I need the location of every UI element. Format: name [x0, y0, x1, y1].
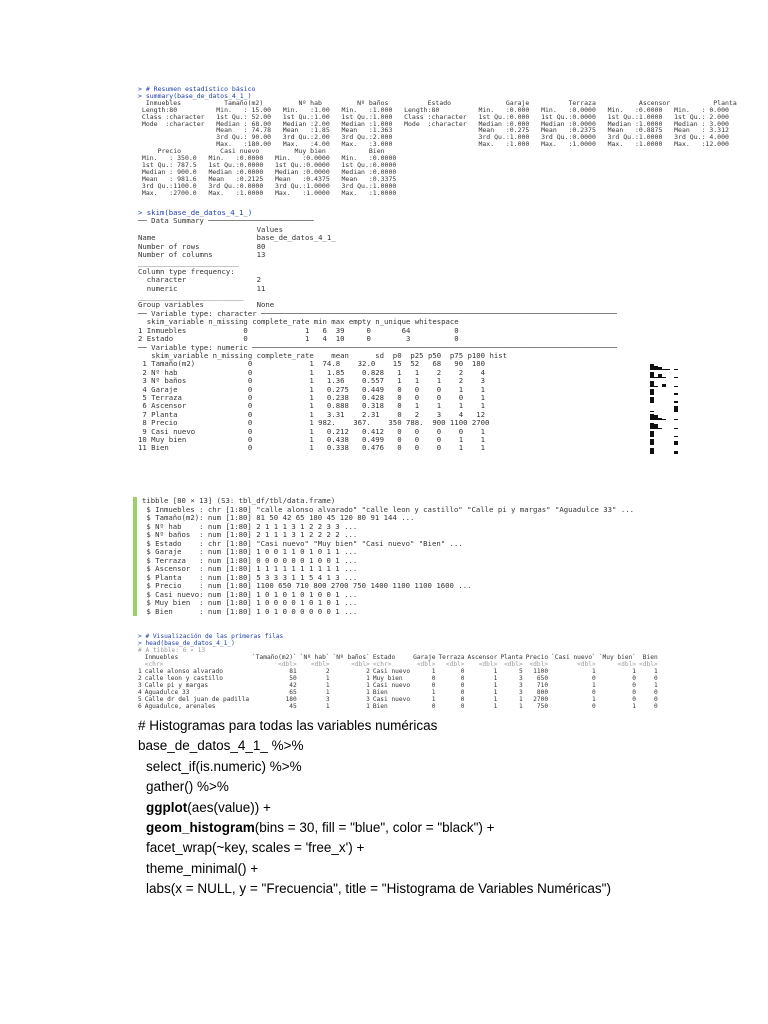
- str-line: $ Nº baños : num [1:80] 2 1 1 1 3 1 2 2 2 2 ...: [142, 530, 358, 539]
- skim-summary-line: Values: [138, 224, 283, 234]
- head-table-cell: Casi nuevo: [372, 696, 411, 703]
- head-table-cell: 0: [431, 682, 436, 689]
- skim-numeric-row-text: 9 Casi nuevo 0 1 0.212 0.412 0 0 0 0 1: [138, 426, 486, 436]
- skim-numeric-row-text: 6 Ascensor 0 1 0.888 0.318 0 1 1 1 1: [138, 401, 486, 411]
- code-line-7: theme_minimal() +: [146, 860, 259, 876]
- str-line: $ Estado : chr [1:80] "Casi nuevo" "Muy bien" "Casi nuevo" "Bien" ...: [142, 538, 463, 548]
- head-table-cell: 3: [366, 696, 370, 703]
- head-table-cell: 2: [325, 668, 330, 675]
- skim-command: > skim(base_de_datos_4_1_): [138, 208, 253, 217]
- head-column-header: Precio: [525, 654, 549, 661]
- head-column-header: Terraza: [438, 654, 465, 661]
- head-table-cell: 4: [138, 689, 142, 696]
- head-table-cell: 750: [536, 703, 549, 710]
- head-table-cell: 1: [138, 668, 142, 675]
- head-body: [138, 668, 661, 710]
- skim-data-summary: [138, 217, 617, 309]
- code-line-5: [138, 818, 611, 838]
- head-table-cell: 1: [592, 682, 596, 689]
- head-table-row: [138, 668, 661, 675]
- head-table-cell: 1: [366, 703, 370, 710]
- spark-histogram: [650, 412, 682, 418]
- head-table-cell: 0: [460, 689, 465, 696]
- spark-histogram: [650, 361, 682, 367]
- spark-bar: [650, 448, 654, 454]
- skim-summary-line: Group variables None: [138, 300, 275, 310]
- head-table-cell: 1: [431, 696, 436, 703]
- head-table-row: [138, 675, 661, 682]
- code-line-4: [138, 798, 611, 818]
- head-table-cell: 1: [366, 689, 370, 696]
- head-table-cell: Aguadulce, arenales: [144, 703, 216, 710]
- head-table-cell: 1: [632, 703, 637, 710]
- head-table-cell: 1: [653, 668, 658, 675]
- summary-output: [138, 86, 737, 197]
- head-column-type: [138, 661, 145, 668]
- head-table-cell: 2: [366, 668, 370, 675]
- head-table-cell: 3: [518, 682, 523, 689]
- head-table-row: [138, 696, 661, 703]
- skim-summary-line: ── Data Summary ────────────────────────: [138, 216, 314, 226]
- head-table-cell: 6: [138, 703, 142, 710]
- head-column-type: <dbl>: [639, 661, 658, 668]
- head-table-cell: Bien: [372, 689, 388, 696]
- head-column-type: <dbl>: [351, 661, 370, 668]
- head-table-cell: Aguadulce 33: [144, 689, 190, 696]
- head-column-header: Planta: [500, 654, 523, 661]
- head-table-cell: 50: [289, 675, 297, 682]
- skim-numeric-row-text: 5 Terraza 0 1 0.238 0.428 0 0 0 0 1: [138, 392, 486, 402]
- head-column-type: <dbl>: [617, 661, 637, 668]
- str-line: $ Inmuebles : chr [1:80] "calle alonso alvarado" "calle leon y castillo" "Calle pi y margas" "Aguadulce 33" ...: [142, 504, 635, 514]
- summary-line: Inmuebles Tamaño(m2) Nº hab Nº baños Estado Garaje Terraza Ascensor Planta: [138, 98, 737, 107]
- head-table-cell: 1: [493, 696, 498, 703]
- spark-bar: [674, 451, 678, 454]
- spark-histogram: [650, 370, 682, 376]
- head-table-cell: calle alonso alvarado: [144, 668, 223, 675]
- summary-line: Median : 900.0 Median :0.0000 Median :0.0000 Median :0.0000: [138, 167, 397, 176]
- str-line: $ Muy bien : num [1:80] 1 0 0 0 0 1 0 1 0 1 ...: [142, 598, 358, 607]
- skim-summary-line: Number of rows 80: [138, 241, 266, 251]
- skim-numeric-row-text: 2 Nº hab 0 1 1.85 0.828 1 1 2 2 4: [138, 367, 486, 377]
- head-table-cell: 0: [460, 703, 465, 710]
- str-line: $ Precio : num [1:80] 1100 650 710 800 2700 750 1400 1100 1100 1600 ...: [142, 581, 472, 590]
- head-column-header: `Nº hab`: [299, 654, 330, 661]
- str-output: [133, 497, 634, 616]
- head-column-type: <dbl>: [504, 661, 523, 668]
- summary-command: > summary(base_de_datos_4_1_): [138, 91, 252, 100]
- str-line: $ Tamaño(m2): num [1:80] 81 50 42 65 180 45 120 80 91 144 ...: [142, 513, 415, 522]
- skim-numeric-row-text: 1 Tamaño(m2) 0 1 74.8 32.0 15 52 68 90 180: [138, 359, 486, 369]
- summary-line: Max. :2700.0 Max. :1.0000 Max. :1.0000 Max. :1.0000: [138, 188, 397, 197]
- head-table-cell: 0: [653, 689, 658, 696]
- head-table-cell: 81: [289, 668, 297, 675]
- skim-numeric-row-text: 3 Nº baños 0 1 1.36 0.557 1 1 1 2 3: [138, 376, 486, 386]
- head-table-cell: Casi nuevo: [372, 682, 411, 689]
- head-table-cell: 1: [592, 696, 596, 703]
- str-line: $ Nº hab : num [1:80] 2 1 1 1 3 1 2 2 3 3 ...: [142, 521, 358, 531]
- head-column-header: `Casi nuevo`: [551, 654, 596, 661]
- head-table-cell: Calle dr del juan de padilla: [144, 696, 250, 703]
- code-geom-args: (bins = 30, fill = "blue", color = "black") +: [254, 820, 495, 836]
- code-line-1: base_de_datos_4_1_ %>%: [138, 738, 304, 754]
- head-table-cell: 0: [431, 703, 436, 710]
- head-table-cell: 65: [289, 689, 297, 696]
- head-column-row: [138, 654, 661, 661]
- head-column-type: <dbl>: [310, 661, 330, 668]
- head-table-cell: 45: [289, 703, 297, 710]
- skim-numeric-table: [138, 360, 617, 452]
- head-table-cell: 1: [493, 668, 498, 675]
- head-table-cell: 2700: [533, 696, 549, 703]
- code-line-8: labs(x = NULL, y = "Frecuencia", title = "Histograma de Variables Numéricas"): [146, 881, 611, 897]
- head-table-cell: 1: [653, 682, 658, 689]
- head-table-cell: 1: [493, 689, 498, 696]
- head-column-header: Garaje: [413, 654, 436, 661]
- head-table-cell: 1: [431, 689, 436, 696]
- head-table-row: [138, 703, 661, 710]
- head-table-cell: 3: [518, 689, 523, 696]
- histogram-code: [138, 716, 611, 900]
- head-table-cell: 800: [536, 689, 549, 696]
- head-table-row: [138, 682, 661, 689]
- skim-numeric-row-text: 11 Bien 0 1 0.338 0.476 0 0 0 1 1: [138, 443, 486, 453]
- head-table-cell: 1: [325, 689, 330, 696]
- skim-character-line: ── Variable type: character ─────────────────────────────────────────────────────────────────────────────────: [138, 308, 617, 318]
- head-column-type: <dbl>: [529, 661, 549, 668]
- str-line: $ Planta : num [1:80] 5 3 3 3 1 1 5 4 1 3 ...: [142, 572, 358, 582]
- code-line-3: gather() %>%: [146, 779, 229, 795]
- summary-line: Mean : 74.78 Mean :1.85 Mean :1.363 Mean :0.275 Mean :0.2375 Mean :0.8875 Mean : 3.312: [138, 126, 729, 135]
- str-line: $ Ascensor : num [1:80] 1 1 1 1 1 1 1 1 1 1 ...: [142, 564, 358, 573]
- skim-numeric-header: [138, 344, 617, 361]
- summary-comment: > # Resumen estadístico básico: [138, 85, 256, 93]
- head-table-cell: 0: [653, 703, 658, 710]
- head-column-header: Bien: [642, 654, 658, 661]
- head-table-cell: 1: [493, 682, 498, 689]
- head-table-cell: 0: [653, 696, 658, 703]
- skim-summary-line: _______________________: [138, 258, 240, 268]
- spark-histogram: [650, 445, 682, 451]
- head-column-type: <dbl>: [416, 661, 436, 668]
- head-table-cell: 1: [325, 703, 330, 710]
- head-column-type: <dbl>: [278, 661, 297, 668]
- head-table-cell: 0: [460, 682, 465, 689]
- tibble-note: # A tibble: 6 × 13: [138, 647, 206, 654]
- skim-summary-line: Column type frequency:: [138, 266, 235, 276]
- head-table-cell: 650: [536, 675, 549, 682]
- head-table-cell: 1: [518, 703, 523, 710]
- skim-summary-line: Number of columns 13: [138, 250, 266, 260]
- head-table-cell: 1: [518, 696, 523, 703]
- head-table-cell: 3: [518, 675, 523, 682]
- summary-line: Mean : 981.6 Mean :0.2125 Mean :0.4375 Mean :0.3375: [138, 174, 397, 183]
- head-table-cell: 0: [653, 675, 658, 682]
- str-line: $ Bien : num [1:80] 1 0 1 0 0 0 0 0 0 1 ...: [142, 606, 358, 616]
- summary-line: Precio Casi nuevo Muy bien Bien: [138, 147, 385, 156]
- head-table-cell: 0: [460, 696, 465, 703]
- head-table-cell: 1: [366, 682, 370, 689]
- str-line: tibble [80 × 13] (S3: tbl_df/tbl/data.frame): [142, 496, 336, 505]
- head-table: [138, 654, 661, 710]
- head-table-cell: 0: [460, 668, 465, 675]
- head-table-cell: 5: [138, 696, 142, 703]
- skim-numeric-header-line: ── Variable type: numeric ───────────────────────────────────────────────────────────────────────────────────: [138, 342, 617, 352]
- summary-table: [138, 100, 737, 197]
- head-table-cell: Bien: [372, 703, 388, 710]
- summary-line: 1st Qu.: 787.5 1st Qu.:0.0000 1st Qu.:0.0000 1st Qu.:0.0000: [138, 160, 397, 169]
- head-table-cell: 1: [325, 682, 330, 689]
- skim-summary-line: numeric 11: [138, 283, 266, 293]
- summary-line: Min. : 350.0 Min. :0.0000 Min. :0.0000 Min. :0.0000: [138, 154, 397, 163]
- head-table-cell: 1100: [533, 668, 549, 675]
- head-table-cell: 1: [325, 675, 330, 682]
- head-column-header: Ascensor: [467, 654, 498, 661]
- head-column-type: <chr>: [372, 661, 392, 668]
- head-column-header: Estado: [372, 654, 396, 661]
- head-table-cell: 0: [632, 696, 637, 703]
- head-table-cell: 0: [632, 682, 637, 689]
- head-table-cell: 710: [536, 682, 549, 689]
- head-table-cell: 1: [431, 668, 436, 675]
- summary-line: 3rd Qu.:1100.0 3rd Qu.:0.0000 3rd Qu.:1.0000 3rd Qu.:1.0000: [138, 181, 397, 190]
- spark-histogram: [650, 420, 682, 426]
- skim-numeric-row-text: 4 Garaje 0 1 0.275 0.449 0 0 0 1 1: [138, 384, 486, 394]
- head-column-header: `Nº baños`: [332, 654, 370, 661]
- code-geom-histogram: geom_histogram: [146, 820, 255, 836]
- head-table-cell: 0: [431, 675, 436, 682]
- summary-line: 3rd Qu.: 90.00 3rd Qu.:2.00 3rd Qu.:2.000 3rd Qu.:1.000 3rd Qu.:0.0000 3rd Qu.:1.0000 3rd Qu.: 4.000: [138, 133, 729, 142]
- spark-histogram: [650, 378, 682, 384]
- head-table-cell: 0: [632, 675, 637, 682]
- head-table-row: [138, 689, 661, 696]
- head-column-type: <dbl>: [445, 661, 465, 668]
- head-table-cell: 3: [325, 696, 330, 703]
- skim-character-table: [138, 310, 617, 344]
- code-ggplot: ggplot: [146, 799, 188, 815]
- head-output: [138, 633, 661, 710]
- head-column-header: `Muy bien`: [598, 654, 637, 661]
- head-comment: > # Visualización de las primeras filas: [138, 633, 284, 640]
- code-line-2: select_if(is.numeric) %>%: [146, 758, 302, 774]
- skim-summary-line: character 2: [138, 275, 262, 285]
- head-table-cell: 1: [493, 675, 498, 682]
- head-column-header: `Tamaño(m2)`: [252, 654, 297, 661]
- head-table-cell: Muy bien: [372, 675, 403, 682]
- code-line-6: facet_wrap(~key, scales = 'free_x') +: [146, 840, 365, 856]
- head-type-row: [138, 661, 661, 668]
- spark-histogram: [650, 387, 682, 393]
- skim-summary-line: Name base_de_datos_4_1_: [138, 233, 336, 243]
- skim-numeric-row-text: 8 Precio 0 1 982. 367. 350 788. 900 1100 2700: [138, 418, 490, 428]
- spark-histogram: [650, 395, 682, 401]
- head-table-cell: 180: [285, 696, 297, 703]
- head-table-cell: 0: [592, 689, 596, 696]
- head-column-type: <chr>: [144, 661, 164, 668]
- head-table-cell: 0: [592, 675, 596, 682]
- head-column-type: <dbl>: [478, 661, 498, 668]
- summary-line: Class :character 1st Qu.: 52.00 1st Qu.:1.00 1st Qu.:1.000 Class :character 1st Qu.:0.000 1st Qu.:0.0000 1st Qu.:1.0000 1st Qu.: 2.000: [138, 112, 729, 121]
- head-table-cell: 0: [460, 675, 465, 682]
- str-line: $ Garaje : num [1:80] 1 0 0 1 1 0 1 0 1 1 ...: [142, 547, 358, 556]
- skim-numeric-row-text: 7 Planta 0 1 3.31 2.31 0 2 3 4 12: [138, 409, 486, 419]
- head-table-cell: 2: [138, 675, 142, 682]
- code-ggplot-args: (aes(value)) +: [187, 799, 271, 815]
- head-table-cell: 0: [592, 703, 596, 710]
- str-lines: [142, 497, 634, 616]
- head-table-cell: 5: [518, 668, 523, 675]
- spark-histogram: [650, 429, 682, 435]
- summary-line: Length:80 Min. : 15.00 Min. :1.00 Min. :1.000 Length:80 Min. :0.000 Min. :0.0000 Min. :0.0000 Min. : 0.000: [138, 105, 729, 114]
- head-column-header: [138, 654, 145, 661]
- skim-character-line: skim_variable n_missing complete_rate min max empty n_unique whitespace: [138, 317, 459, 327]
- head-table-cell: 1: [632, 668, 637, 675]
- skim-numeric-row: [138, 444, 617, 452]
- skim-numeric-header-line: skim_variable n_missing complete_rate mean sd p0 p25 p50 p75 p100 hist: [138, 350, 508, 360]
- head-table-cell: 1: [493, 703, 498, 710]
- str-line: $ Terraza : num [1:80] 0 0 0 0 0 0 1 0 0 1 ...: [142, 555, 358, 565]
- summary-line: Mode :character Median : 68.00 Median :2.00 Median :1.000 Mode :character Median :0.000 Median :0.0000 Median :1.0000 Median : 3.000: [138, 119, 729, 128]
- head-table-cell: Calle pi y margas: [144, 682, 209, 689]
- skim-character-line: 2 Estado 0 1 4 10 0 3 0: [138, 334, 459, 344]
- head-table-cell: 3: [138, 682, 142, 689]
- head-column-header: Inmuebles: [144, 654, 179, 661]
- code-comment: # Histogramas para todas las variables numéricas: [138, 718, 438, 733]
- head-table-cell: 1: [592, 668, 596, 675]
- skim-output: [138, 209, 617, 453]
- spark-histogram: [650, 437, 682, 443]
- head-table-cell: 1: [366, 675, 370, 682]
- skim-summary-line: ________________________: [138, 292, 244, 302]
- skim-numeric-row-text: 10 Muy bien 0 1 0.438 0.499 0 0 0 1 1: [138, 434, 486, 444]
- spark-histogram: [650, 403, 682, 409]
- head-table-cell: Casi nuevo: [372, 668, 411, 675]
- head-column-type: <dbl>: [577, 661, 596, 668]
- head-command: > head(base_de_datos_4_1_): [138, 640, 235, 647]
- head-table-cell: 42: [289, 682, 297, 689]
- head-table-cell: 0: [632, 689, 637, 696]
- str-line: $ Casi nuevo: num [1:80] 1 0 1 0 1 0 1 0 0 1 ...: [142, 589, 358, 599]
- head-table-cell: calle leon y castillo: [144, 675, 223, 682]
- skim-character-line: 1 Inmuebles 0 1 6 39 0 64 0: [138, 325, 459, 335]
- summary-line: Max. :180.00 Max. :4.00 Max. :3.000 Max. :1.000 Max. :1.0000 Max. :1.0000 Max. :12.000: [138, 140, 729, 149]
